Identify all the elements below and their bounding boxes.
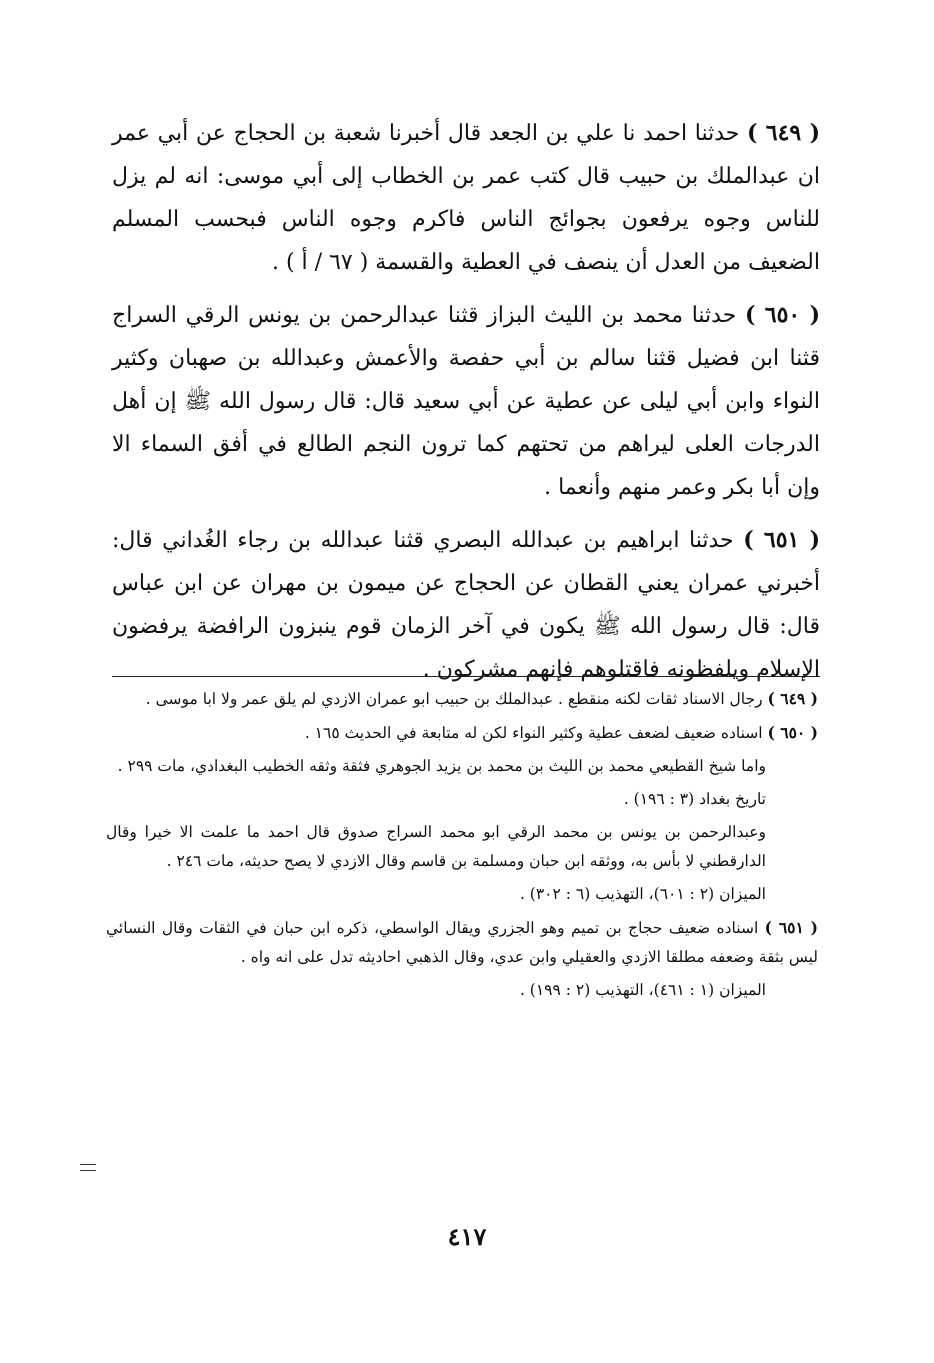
hadith-text: حدثنا ابراهيم بن عبدالله البصري قثنا عبدالله بن رجاء الغُداني قال: أخبرني عمران يعني القطان عن الحجاج عن ميمون بن مهران عن ابن عباس قال: قال رسول الله ﷺ يكون في آخر الزمان قوم ينبزون الرافضة يرفضون الإسلام ويلفظونه فاقتلوهم فإنهم مشركون . xyxy=(112,528,820,682)
footnote-651 xyxy=(106,913,818,972)
footnotes xyxy=(106,684,818,1009)
footnote-text: اسناده ضعيف حجاج بن تميم وهو الجزري ويقال الواسطي، ذكره ابن حبان في الثقات وقال النسائي ليس بثقة وضعفه مطلقا الازدي والعقيلي وابن عدي، وقال الذهبي احاديثه تدل على انه واه . xyxy=(106,919,818,966)
hadith-number: ( ٦٤٩ ) xyxy=(747,120,820,146)
footnote-number: ( ٦٥١ ) xyxy=(764,918,818,937)
footnote-text: رجال الاسناد ثقات لكنه منقطع . عبدالملك بن حبيب ابو عمران الازدي لم يلق عمر ولا ابا موسى . xyxy=(145,690,763,708)
footnote-650-sheikh xyxy=(106,752,818,781)
footnote-650-source-2 xyxy=(106,880,818,909)
footnote-text: واما شيخ القطيعي محمد بن الليث بن محمد بن يزيد الجوهري فثقة وثقه الخطيب البغدادي، مات ٢٩٩ . xyxy=(117,757,766,775)
footnote-divider xyxy=(112,676,820,677)
footnote-text: الميزان (٢ : ٦٠١)، التهذيب (٦ : ٣٠٢) . xyxy=(519,885,766,903)
hadith-text: حدثنا محمد بن الليث البزاز قثنا عبدالرحمن بن يونس الرقي السراج قثنا ابن فضيل قثنا سالم بن أبي حفصة والأعمش وعبدالله بن صهبان وكثير النواء وابن أبي ليلى عن عطية عن أبي سعيد قال: قال رسول الله ﷺ إن أهل الدرجات العلى ليراهم من تحتهم كما ترون النجم الطالع في أفق السماء الا وإن أبا بكر وعمر منهم وأنعما . xyxy=(112,303,820,500)
footnote-650-narrator xyxy=(106,818,818,876)
footnote-649 xyxy=(106,684,818,714)
hadith-649 xyxy=(112,112,820,284)
main-text xyxy=(112,112,820,701)
footnote-text: تاريخ بغداد (٣ : ١٩٦) . xyxy=(623,790,766,808)
hadith-text: حدثنا احمد نا علي بن الجعد قال أخبرنا شعبة بن الحجاج عن أبي عمر ان عبدالملك بن حبيب قال كتب عمر بن الخطاب إلى أبي موسى: انه لم يزل للناس وجوه يرفعون بجوائج الناس فاكرم وجوه الناس فبحسب المسلم الضعيف من العدل أن ينصف في العطية والقسمة ( ٦٧ / أ ) . xyxy=(112,121,820,275)
margin-mark xyxy=(80,1164,96,1171)
footnote-text: اسناده ضعيف لضعف عطية وكثير النواء لكن له متابعة في الحديث ١٦٥ . xyxy=(304,724,763,742)
page-number: ٤١٧ xyxy=(447,1222,487,1251)
footnote-650 xyxy=(106,718,818,748)
hadith-650 xyxy=(112,294,820,509)
hadith-number: ( ٦٥١ ) xyxy=(743,527,821,553)
footnote-text: وعبدالرحمن بن يونس بن محمد الرقي ابو محمد السراج صدوق قال احمد ما علمت الا خيرا وقال الدارقطني لا بأس به، ووثقه ابن حبان ومسلمة بن قاسم وقال الازدي لا يصح حديثه، مات ٢٤٦ . xyxy=(106,823,766,870)
footnote-number: ( ٦٥٠ ) xyxy=(767,723,818,742)
footnote-650-source-1 xyxy=(106,785,818,814)
hadith-651 xyxy=(112,519,820,691)
footnote-651-source xyxy=(106,976,818,1005)
footnote-number: ( ٦٤٩ ) xyxy=(767,689,818,708)
hadith-number: ( ٦٥٠ ) xyxy=(745,302,820,328)
footnote-text: الميزان (١ : ٤٦١)، التهذيب (٢ : ١٩٩) . xyxy=(519,981,766,999)
